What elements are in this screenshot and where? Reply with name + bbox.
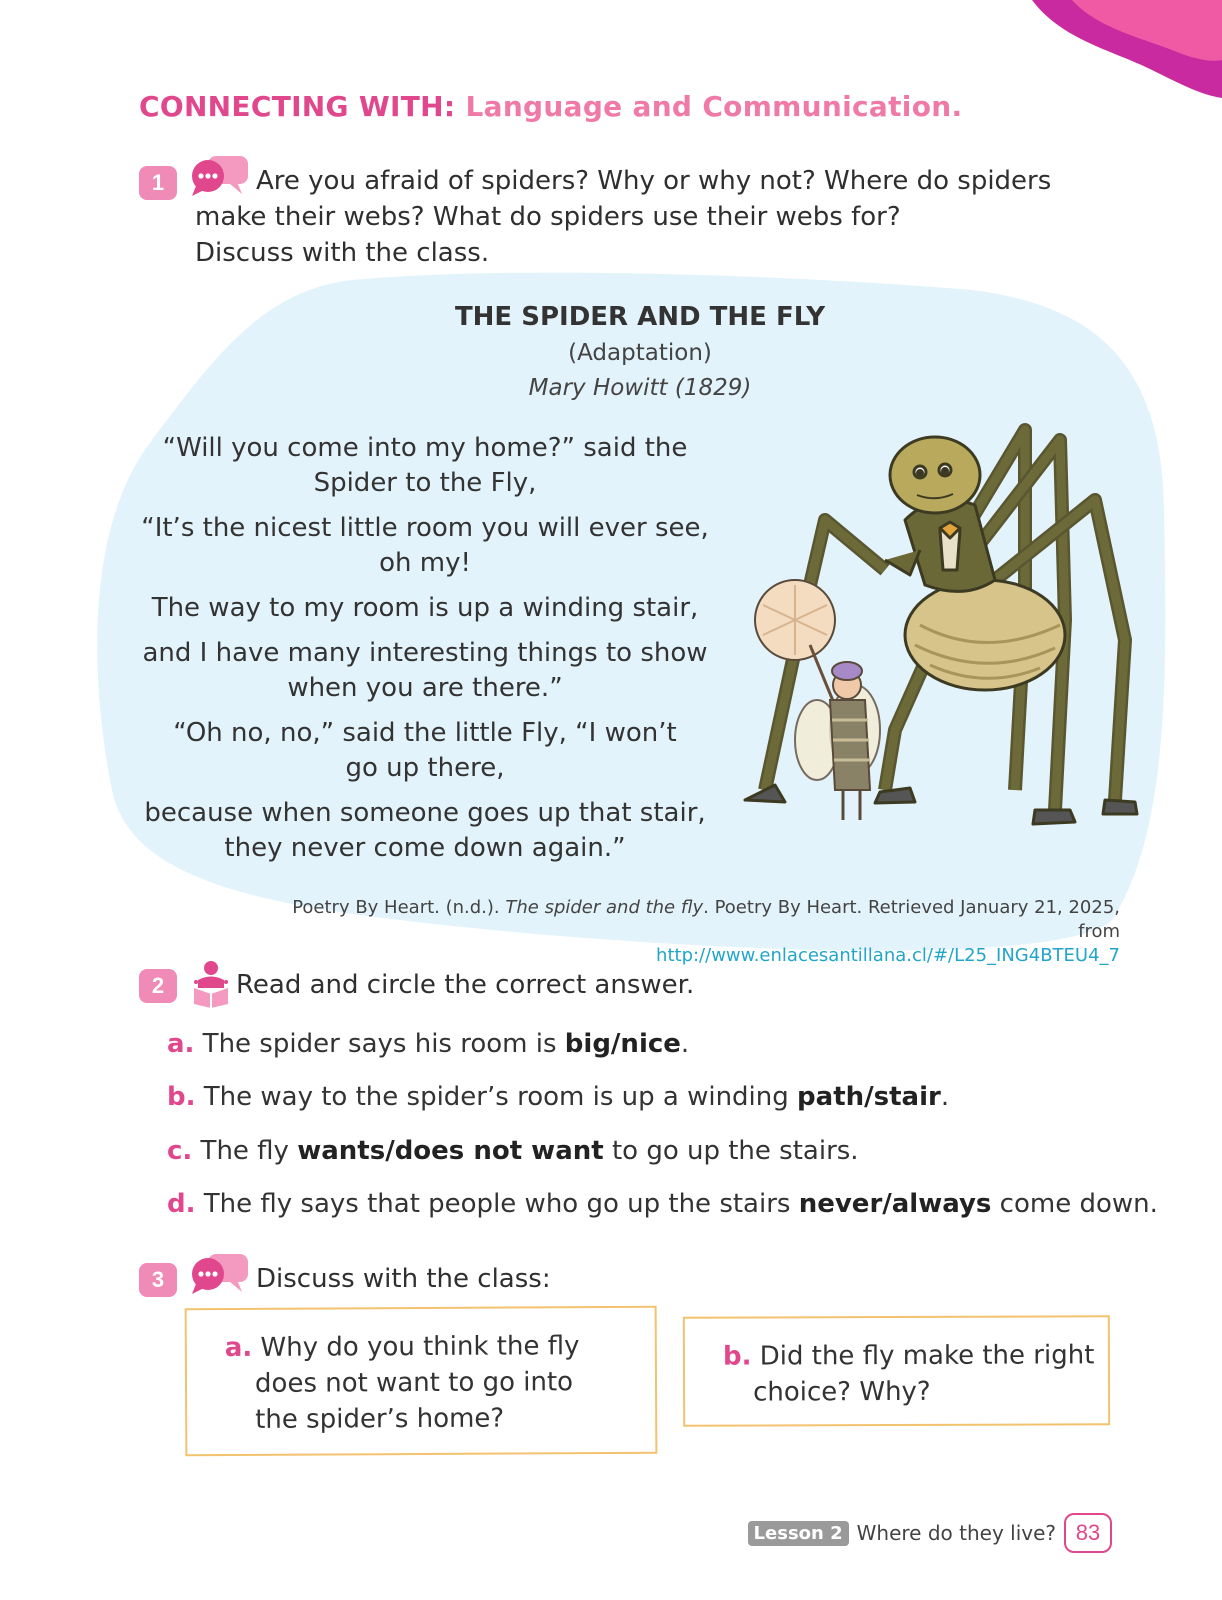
lesson-badge: Lesson 2 [748, 1521, 849, 1546]
q2-item-d [167, 1187, 1158, 1221]
poem-line: “It’s the nicest little room you will ever see, [141, 513, 709, 543]
poem-stanza-6 [140, 796, 710, 866]
speech-bubbles-icon [186, 1250, 250, 1298]
citation-title: The spider and the fly [505, 897, 704, 918]
page-number: 83 [1064, 1513, 1112, 1553]
q2-instruction: Read and circle the correct answer. [236, 970, 695, 1000]
answer-choice[interactable]: path/stair [797, 1082, 941, 1112]
poem-line: “Will you come into my home?” said the [162, 433, 688, 463]
poem-line: Spider to the Fly, [313, 468, 537, 498]
item-text-end: . [940, 1082, 950, 1112]
item-text: The fly [192, 1136, 298, 1166]
item-text: The way to the spider’s room is up a winding [195, 1082, 798, 1112]
page-footer [748, 1516, 1112, 1550]
speech-bubbles-icon [186, 152, 250, 200]
poem-stanza-3 [140, 591, 710, 626]
item-letter: c. [167, 1136, 193, 1166]
item-letter: d. [167, 1189, 196, 1219]
box-letter: a. [224, 1332, 253, 1364]
poem-stanza-4 [140, 636, 710, 706]
header-topic: Language and Communication. [465, 90, 963, 123]
poem-title: THE SPIDER AND THE FLY [454, 302, 826, 332]
poem-stanza-1 [140, 431, 710, 501]
header-label: CONNECTING WITH: [139, 90, 456, 123]
item-text-end: come down. [991, 1189, 1158, 1219]
q2-item-a [167, 1027, 689, 1061]
answer-choice[interactable]: wants/does not want [297, 1136, 604, 1166]
q1-line-1: Are you afraid of spiders? Why or why not? Where do spiders [256, 166, 1052, 196]
reading-person-icon [190, 958, 232, 1008]
question-number-1: 1 [139, 166, 177, 200]
item-text: The spider says his room is [194, 1029, 565, 1059]
poem-citation [250, 896, 1120, 968]
corner-decoration [1002, 0, 1222, 110]
item-letter: b. [167, 1082, 196, 1112]
item-text-end: to go up the stairs. [603, 1136, 859, 1166]
item-letter: a. [167, 1029, 195, 1059]
poem-line: “Oh no, no,” said the little Fly, “I won’t [173, 718, 677, 748]
question-number-3: 3 [139, 1263, 177, 1297]
discussion-box-b [683, 1315, 1110, 1426]
poem-line: because when someone goes up that stair, [144, 798, 706, 828]
poem-line: and I have many interesting things to show [142, 638, 708, 668]
citation-prefix: Poetry By Heart. (n.d.). [292, 897, 506, 918]
q3-instruction: Discuss with the class: [256, 1264, 551, 1294]
citation-text [250, 896, 1120, 944]
question-number-2: 2 [139, 969, 177, 1003]
box-line: Why do you think the fly [260, 1331, 580, 1363]
q2-item-b [167, 1080, 949, 1114]
q2-item-c [167, 1134, 859, 1168]
poem-author: Mary Howitt (1829) [528, 375, 752, 401]
item-text: The fly says that people who go up the stairs [195, 1189, 799, 1219]
q1-line-2: make their webs? What do spiders use their webs for? [195, 202, 901, 232]
section-header [139, 90, 962, 123]
discussion-box-a [185, 1306, 658, 1456]
item-text-end: . [680, 1029, 690, 1059]
citation-link[interactable]: http://www.enlacesantillana.cl/#/L25_ING4BTEU4_7 [656, 945, 1120, 966]
q1-line-3: Discuss with the class. [195, 238, 490, 268]
poem-line: go up there, [345, 753, 505, 783]
box-line: choice? Why? [753, 1376, 931, 1408]
citation-suffix: . Poetry By Heart. Retrieved January 21, 2025, from [703, 897, 1120, 942]
box-line: Did the fly make the right [759, 1340, 1095, 1372]
box-letter: b. [722, 1341, 752, 1372]
poem-stanza-5 [140, 716, 710, 786]
poem-line: they never come down again.” [224, 833, 626, 863]
spider-and-fly-illustration [735, 410, 1155, 840]
poem-stanza-2 [140, 511, 710, 581]
poem-line: The way to my room is up a winding stair, [151, 593, 699, 623]
box-line: does not want to go into [254, 1367, 574, 1399]
poem-line: when you are there.” [287, 673, 563, 703]
poem-line: oh my! [379, 548, 471, 578]
lesson-title: Where do they live? [856, 1521, 1056, 1545]
answer-choice[interactable]: never/always [798, 1189, 992, 1219]
answer-choice[interactable]: big/nice [564, 1029, 681, 1059]
box-line: the spider’s home? [255, 1403, 505, 1435]
poem-subtitle: (Adaptation) [568, 340, 712, 366]
